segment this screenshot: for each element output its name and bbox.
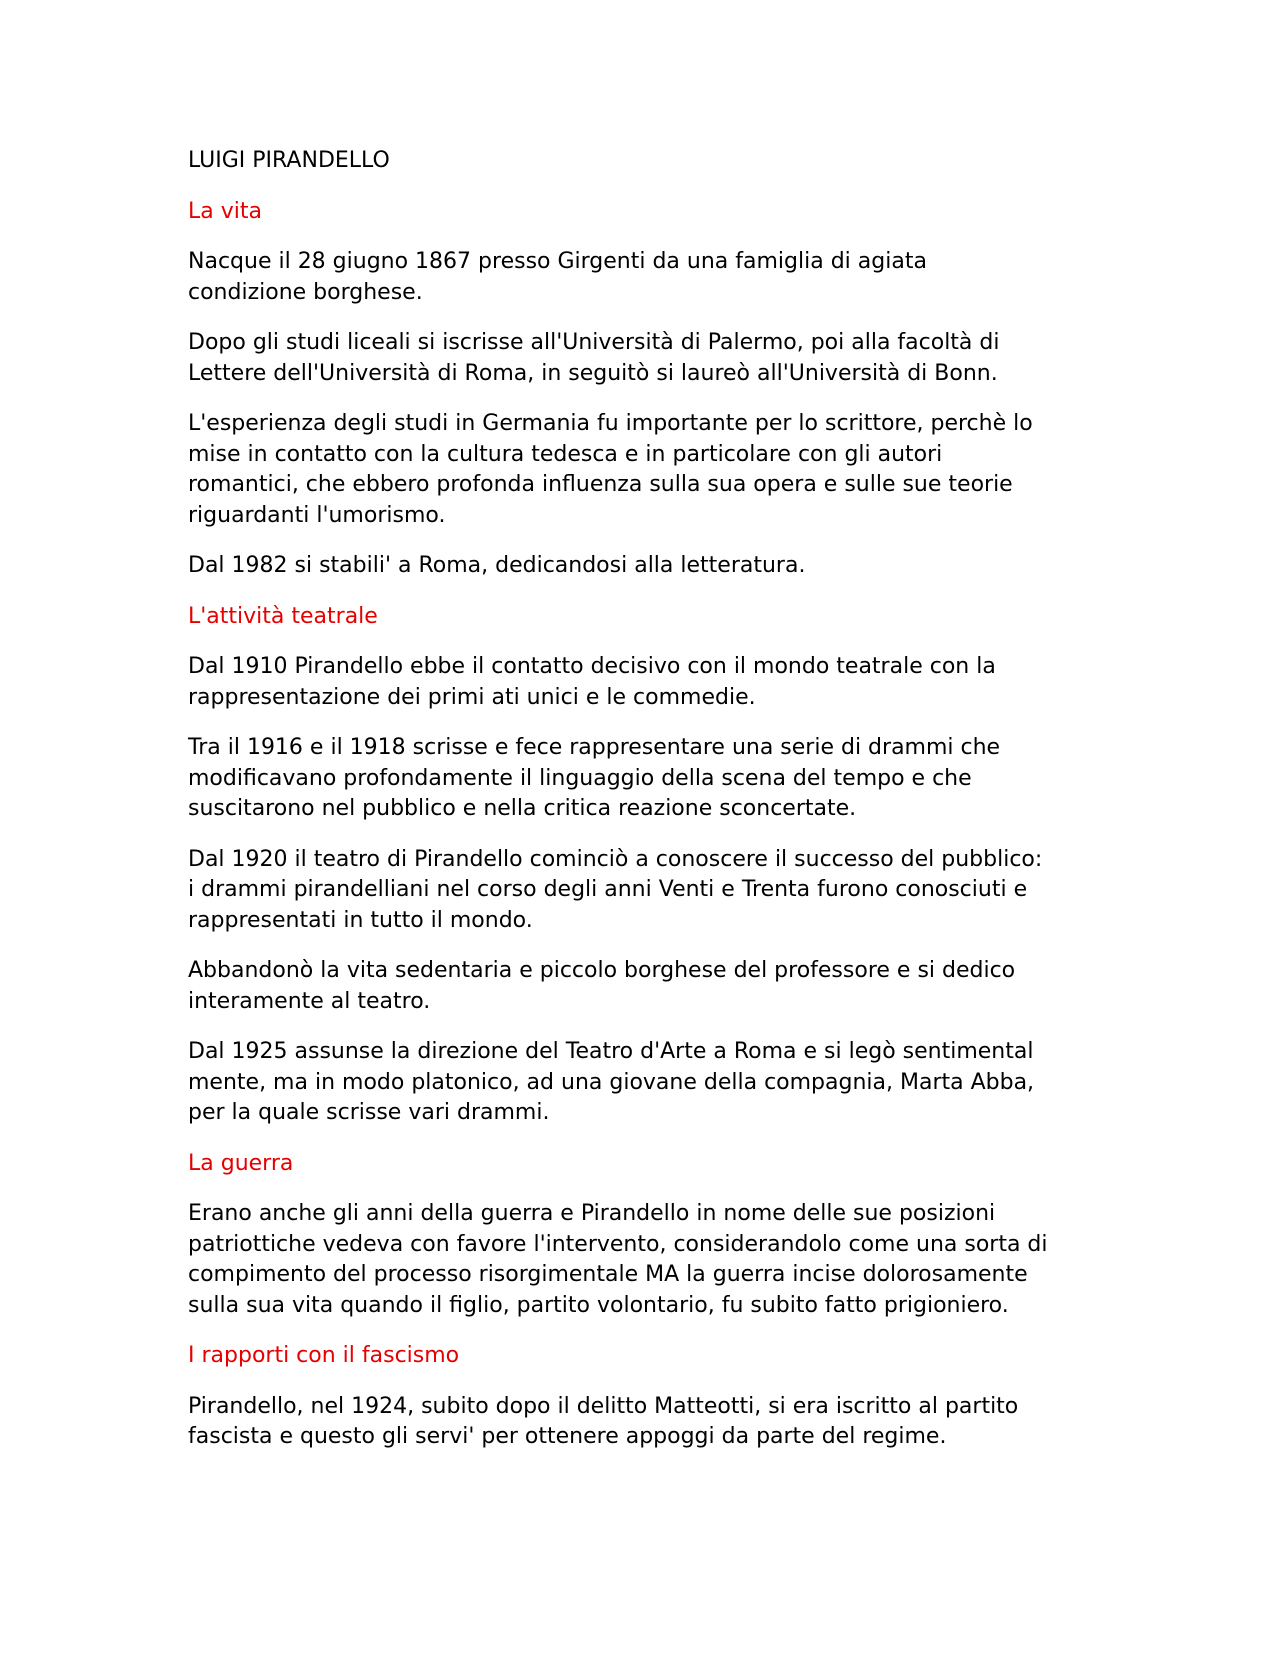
paragraph: Dal 1925 assunse la direzione del Teatro d'Arte a Roma e si legò sentimental mente, ma in modo platonico, ad una giovane della compagnia, Marta Abba, per la quale scrisse vari drammi. [188,1039,1035,1125]
paragraph: Dopo gli studi liceali si iscrisse all'Università di Palermo, poi alla facoltà di Lettere dell'Università di Roma, in seguitò si laureò all'Università di Bonn. [188,330,1000,386]
paragraph: Abbandonò la vita sedentaria e piccolo borghese del professore e si dedico interamente al teatro. [188,958,1016,1014]
document-page [188,146,1088,1473]
paragraph: Dal 1920 il teatro di Pirandello cominciò a conoscere il successo del pubblico: i drammi pirandelliani nel corso degli anni Venti e Trenta furono conosciuti e rappresentati in tutto il mondo. [188,846,1043,933]
paragraph: Nacque il 28 giugno 1867 presso Girgenti da una famiglia di agiata condizione borghese. [188,249,927,305]
paragraph: Pirandello, nel 1924, subito dopo il delitto Matteotti, si era iscritto al partito fascista e questo gli servi' per ottenere appoggi da parte del regime. [188,1393,1019,1449]
section-la-vita [188,197,1088,582]
section-la-guerra [188,1149,1088,1322]
section-heading: La guerra [188,1150,294,1176]
section-heading: La vita [188,198,262,224]
paragraph: Dal 1982 si stabili' a Roma, dedicandosi alla letteratura. [188,553,806,578]
paragraph: Tra il 1916 e il 1918 scrisse e fece rappresentare una serie di drammi che modificavano profondamente il linguaggio della scena del tempo e che suscitarono nel pubblico e nella critica reazione sconcertate. [188,735,1001,821]
section-attivita-teatrale [188,602,1088,1129]
paragraph: Dal 1910 Pirandello ebbe il contatto decisivo con il mondo teatrale con la rappresentazione dei primi ati unici e le commedie. [188,654,996,710]
section-heading: L'attività teatrale [188,603,378,629]
section-heading: I rapporti con il fascismo [188,1343,460,1368]
document-title: LUIGI PIRANDELLO [188,148,390,173]
paragraph: Erano anche gli anni della guerra e Pirandello in nome delle sue posizioni patriottiche vedeva con favore l'intervento, considerandolo come una sorta di compimento del processo risorgimentale MA la guerra incise dolorosamente sulla sua vita quando il figlio, partito volontario, fu subito fatto prigioniero. [188,1201,1048,1318]
section-rapporti-fascismo [188,1341,1088,1453]
paragraph: L'esperienza degli studi in Germania fu importante per lo scrittore, perchè lo mise in contatto con la cultura tedesca e in particolare con gli autori romantici, che ebbero profonda influenza sulla sua opera e sulle sue teorie riguardanti l'umorismo. [188,411,1033,528]
